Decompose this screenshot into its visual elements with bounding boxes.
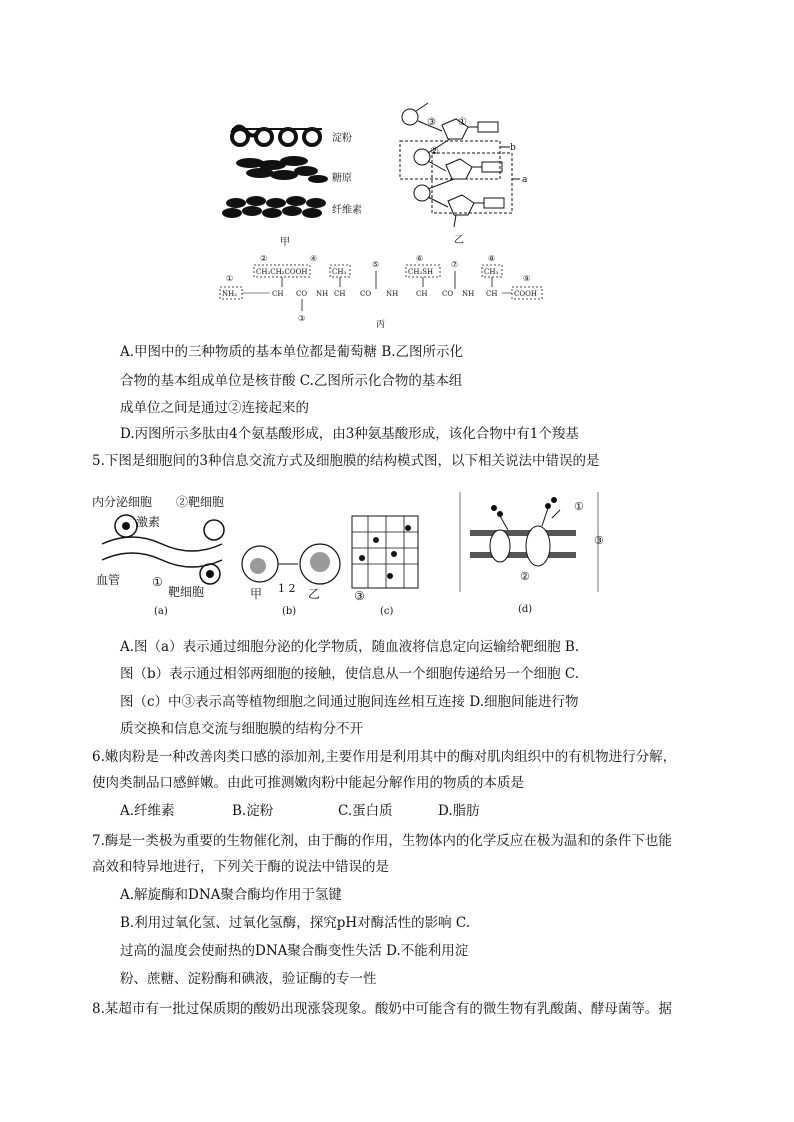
yi-label-3: ③ bbox=[427, 117, 436, 128]
glycogen-label: 糖原 bbox=[332, 173, 352, 184]
polypeptide-drawing bbox=[220, 254, 542, 323]
svg-text:CH: CH bbox=[334, 290, 346, 298]
svg-text:CH: CH bbox=[416, 290, 428, 298]
svg-text:①: ① bbox=[152, 575, 163, 589]
q4-option-d: D.丙图所示多肽由4个氨基酸形成，由3种氨基酸形成，该化合物中有1个羧基 bbox=[120, 426, 579, 442]
q6-option-a: A.纤维素 bbox=[120, 803, 175, 819]
svg-text:NH₂: NH₂ bbox=[222, 290, 238, 298]
svg-text:CH₃: CH₃ bbox=[332, 268, 347, 276]
starch-drawing bbox=[232, 126, 322, 145]
svg-text:COOH: COOH bbox=[514, 290, 537, 298]
svg-text:NH: NH bbox=[386, 290, 399, 298]
svg-text:CH: CH bbox=[486, 290, 498, 298]
svg-text:CH₃: CH₃ bbox=[484, 268, 499, 276]
q7-stem-1: 7.酶是一类极为重要的生物催化剂，由于酶的作用，生物体内的化学反应在极为温和的条件下也能 bbox=[92, 833, 672, 849]
svg-text:CO: CO bbox=[296, 290, 308, 298]
svg-text:甲: 甲 bbox=[250, 587, 263, 601]
q5-stem: 5.下图是细胞间的3种信息交流方式及细胞膜的结构模式图，以下相关说法中错误的是 bbox=[92, 453, 600, 469]
figure-molecules bbox=[210, 95, 570, 335]
q5-option-b-c: 图（b）表示通过相邻两细胞的接触，使信息从一个细胞传递给另一个细胞 C. bbox=[120, 666, 580, 682]
svg-text:③: ③ bbox=[298, 314, 306, 323]
svg-text:⑥: ⑥ bbox=[416, 254, 424, 263]
bing-caption: 丙 bbox=[376, 320, 386, 330]
q6-option-c: C.蛋白质 bbox=[338, 803, 393, 819]
q8-stem-1: 8.某超市有一批过保质期的酸奶出现涨袋现象。酸奶中可能含有的微生物有乳酸菌、酵母菌等。据 bbox=[92, 1001, 672, 1017]
svg-text:内分泌细胞: 内分泌细胞 bbox=[92, 495, 153, 509]
svg-text:⑦: ⑦ bbox=[451, 260, 459, 269]
svg-text:⑤: ⑤ bbox=[372, 260, 380, 269]
svg-text:③: ③ bbox=[594, 534, 604, 547]
svg-text:CO: CO bbox=[360, 290, 372, 298]
starch-label: 淀粉 bbox=[332, 133, 352, 144]
svg-text:CH: CH bbox=[272, 290, 284, 298]
q5-option-a-b: A.图（a）表示通过细胞分泌的化学物质，随血液将信息定向运输给靶细胞 B. bbox=[120, 639, 580, 655]
q4-option-c-cont: 成单位之间是通过②连接起来的 bbox=[120, 400, 309, 416]
q5-option-d-cont: 质交换和信息交流与细胞膜的结构分不开 bbox=[120, 721, 363, 737]
q7-stem-2: 高效和特异地进行，下列关于酶的说法中错误的是 bbox=[92, 859, 389, 875]
svg-text:NH: NH bbox=[462, 290, 475, 298]
svg-text:④: ④ bbox=[310, 254, 318, 263]
svg-text:1 2: 1 2 bbox=[278, 582, 296, 595]
cellulose-drawing bbox=[222, 196, 326, 218]
svg-text:血管: 血管 bbox=[96, 573, 121, 587]
panel-d bbox=[460, 492, 604, 615]
q7-option-b-c: B.利用过氧化氢、过氧化氢酶，探究pH对酶活性的影响 C. bbox=[120, 915, 471, 931]
panel-c bbox=[352, 516, 418, 617]
q6-stem-1: 6.嫩肉粉是一种改善肉类口感的添加剂,主要作用是利用其中的酶对肌肉组织中的有机物进行分解， bbox=[92, 749, 677, 765]
svg-text:(a): (a) bbox=[154, 606, 168, 617]
q6-options bbox=[120, 801, 480, 821]
svg-text:③: ③ bbox=[354, 589, 365, 603]
svg-text:②靶细胞: ②靶细胞 bbox=[176, 495, 225, 509]
panel-a bbox=[92, 494, 224, 617]
jia-caption: 甲 bbox=[280, 237, 290, 248]
svg-text:⑨: ⑨ bbox=[523, 274, 531, 283]
q4-option-a-b: A.甲图中的三种物质的基本单位都是葡萄糖 B.乙图所示化 bbox=[120, 344, 464, 360]
svg-text:⑧: ⑧ bbox=[488, 254, 496, 263]
q4-option-b-c: 合物的基本组成单位是核苷酸 C.乙图所示化合物的基本组 bbox=[120, 373, 463, 389]
svg-text:激素: 激素 bbox=[136, 515, 161, 529]
yi-caption: 乙 bbox=[454, 235, 464, 246]
yi-label-1: ① bbox=[458, 117, 467, 128]
svg-text:①: ① bbox=[226, 274, 234, 283]
svg-text:乙: 乙 bbox=[308, 587, 321, 601]
q6-option-d: D.脂肪 bbox=[438, 803, 480, 819]
svg-text:(d): (d) bbox=[518, 604, 533, 615]
q6-stem-2: 使肉类制品口感鲜嫩。由此可推测嫩肉粉中能起分解作用的物质的本质是 bbox=[92, 775, 524, 791]
svg-text:CH₂SH: CH₂SH bbox=[408, 268, 434, 276]
svg-text:靶细胞: 靶细胞 bbox=[168, 585, 205, 599]
yi-label-2: ② bbox=[430, 146, 439, 157]
panel-b bbox=[242, 544, 340, 617]
svg-text:(b): (b) bbox=[282, 606, 297, 617]
cellulose-label: 纤维素 bbox=[332, 205, 362, 216]
svg-text:②: ② bbox=[260, 254, 268, 263]
q5-option-c-d: 图（c）中③表示高等植物细胞之间通过胞间连丝相互连接 D.细胞间能进行物 bbox=[120, 694, 579, 710]
glycogen-drawing bbox=[236, 156, 328, 183]
yi-label-a: a bbox=[522, 175, 528, 185]
q7-option-d-cont: 粉、蔗糖、淀粉酶和碘液，验证酶的专一性 bbox=[120, 971, 377, 987]
q7-option-a: A.解旋酶和DNA聚合酶均作用于氢键 bbox=[120, 887, 342, 903]
svg-text:CO: CO bbox=[442, 290, 454, 298]
yi-label-b: b bbox=[510, 143, 516, 153]
figure-cell-communication bbox=[90, 488, 610, 620]
svg-text:②: ② bbox=[520, 570, 530, 583]
svg-text:①: ① bbox=[574, 500, 584, 513]
svg-text:CH₂CH₂COOH: CH₂CH₂COOH bbox=[256, 268, 308, 276]
q7-option-c-d: 过高的温度会使耐热的DNA聚合酶变性失活 D.不能利用淀 bbox=[120, 943, 469, 959]
q6-option-b: B.淀粉 bbox=[232, 803, 274, 819]
svg-text:(c): (c) bbox=[380, 606, 394, 617]
svg-text:NH: NH bbox=[316, 290, 329, 298]
